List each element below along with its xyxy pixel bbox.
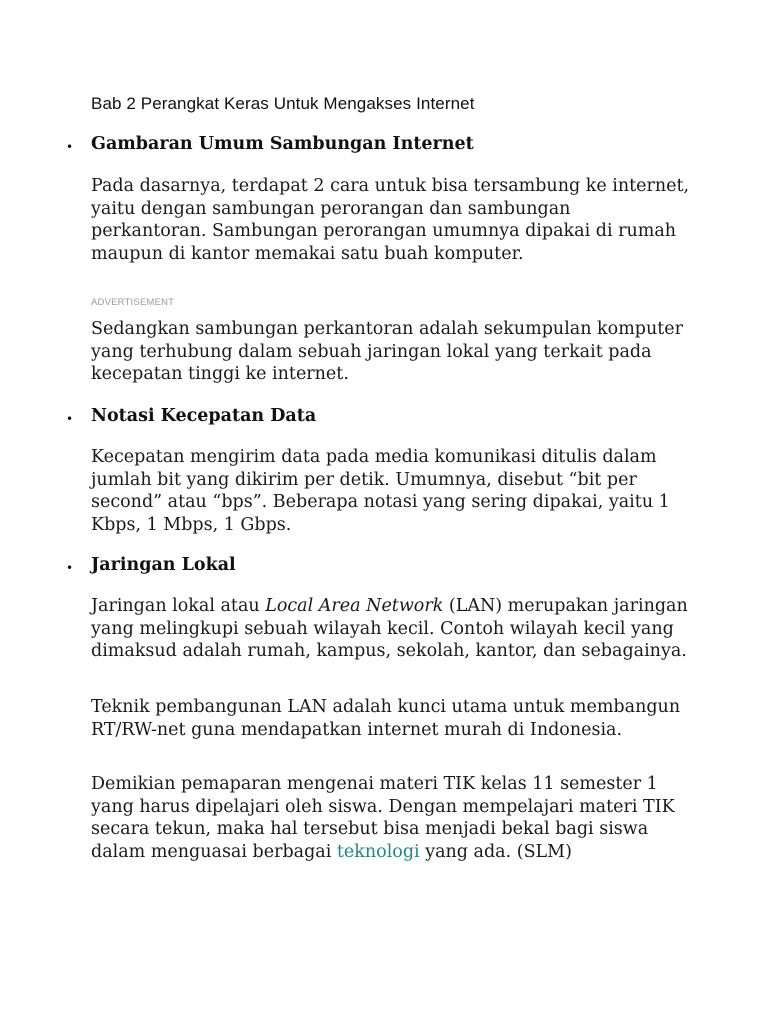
section-heading-jaringan-lokal: Jaringan Lokal — [91, 555, 236, 575]
paragraph-kecepatan-data: Kecepatan mengirim data pada media komunikasi ditulis dalam jumlah bit yang dikirim per detik. Umumnya, disebut “bit per second” atau “bps”. Beberapa notasi yang sering dipakai, yaitu 1 Kbps, 1 Mbps, 1 Gbps. — [91, 447, 670, 535]
paragraph-text: yang ada. (SLM) — [419, 841, 572, 862]
bullet-marker: • — [66, 561, 74, 575]
advertisement-label: ADVERTISEMENT — [91, 297, 175, 308]
paragraph-sambungan-perkantoran: Sedangkan sambungan perkantoran adalah sekumpulan komputer yang terhubung dalam sebuah jaringan lokal yang terkait pada kecepatan tinggi ke internet. — [91, 319, 684, 385]
italic-term-lan: Local Area Network — [265, 596, 444, 616]
document-title: Bab 2 Perangkat Keras Untuk Mengakses Internet — [91, 94, 475, 113]
paragraph-text: Demikian pemaparan mengenai materi TIK kelas 11 semester 1 yang harus dipelajari oleh siswa. Dengan mempelajari materi TIK secara tekun, maka hal tersebut bisa menjadi bekal bagi siswa dalam menguasai berbagai — [91, 774, 675, 862]
section-heading-notasi-kecepatan: Notasi Kecepatan Data — [91, 406, 317, 426]
teknologi-link[interactable]: teknologi — [336, 841, 420, 862]
paragraph-text: (LAN) merupakan jaringan yang melingkupi sebuah wilayah kecil. Contoh wilayah kecil yang dimaksud adalah rumah, kampus, sekolah, kantor, dan sebagainya. — [91, 596, 688, 662]
bullet-marker: • — [66, 140, 74, 154]
paragraph-jaringan-lokal — [91, 595, 691, 663]
paragraph-penutup — [91, 773, 691, 863]
paragraph-teknik-lan: Teknik pembangunan LAN adalah kunci utama untuk membangun RT/RW-net guna mendapatkan internet murah di Indonesia. — [91, 697, 681, 740]
paragraph-cara-tersambung: Pada dasarnya, terdapat 2 cara untuk bisa tersambung ke internet, yaitu dengan sambungan perorangan dan sambungan perkantoran. Sambungan perorangan umumnya dipakai di rumah maupun di kantor memakai satu buah komputer. — [91, 176, 690, 264]
section-heading-gambaran-umum: Gambaran Umum Sambungan Internet — [91, 134, 474, 154]
bullet-marker: • — [66, 412, 74, 426]
paragraph-text: Jaringan lokal atau — [91, 596, 266, 616]
